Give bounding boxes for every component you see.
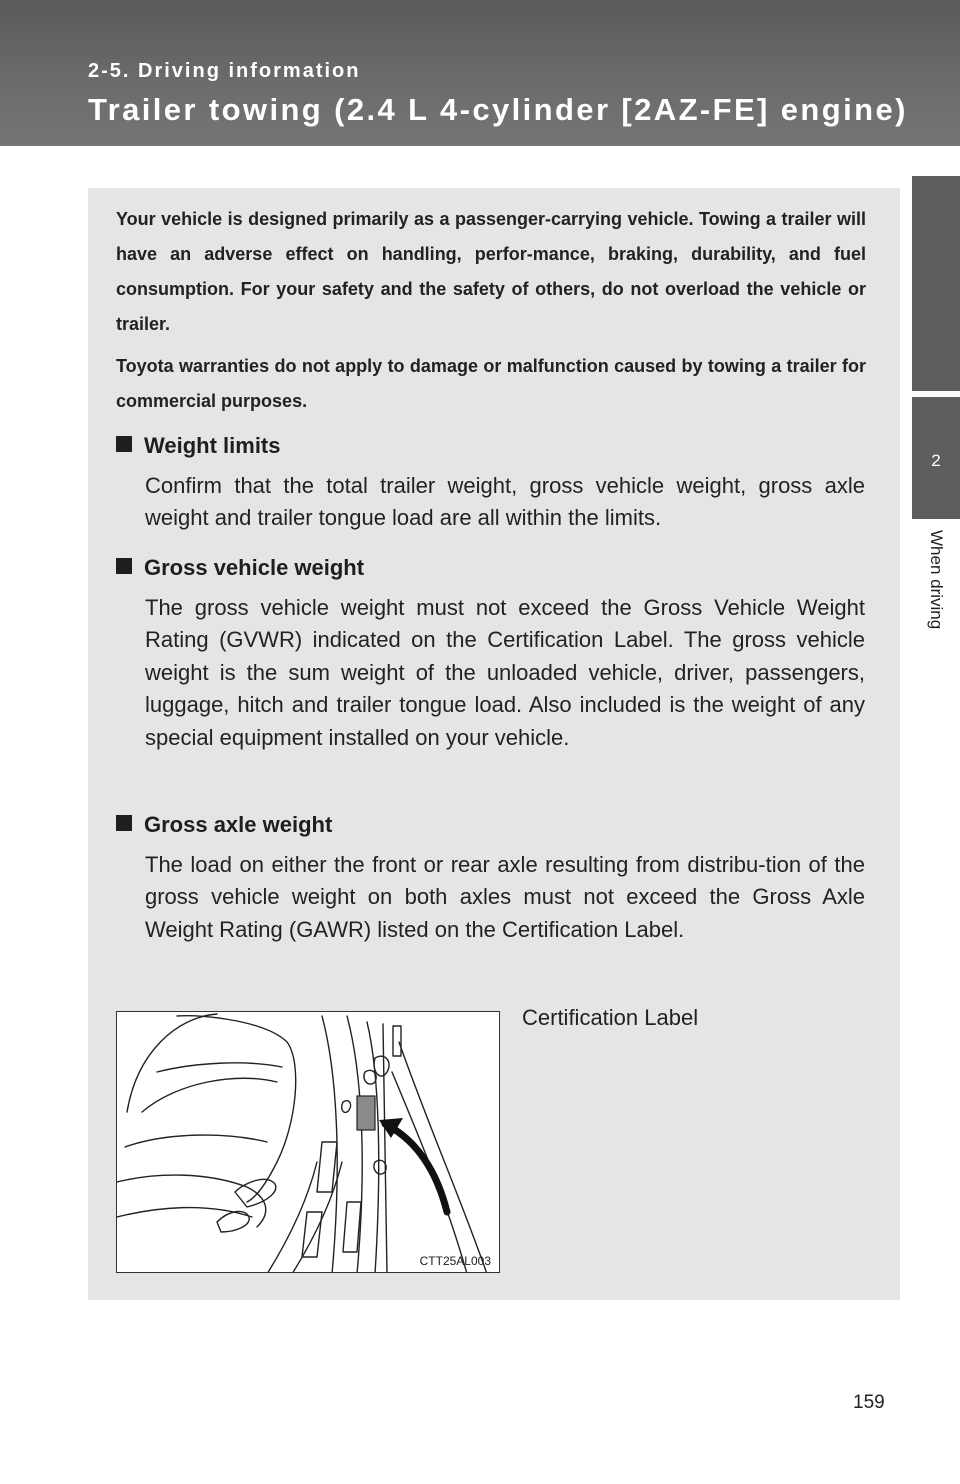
chapter-tab xyxy=(912,397,960,519)
heading-gross-vehicle-weight xyxy=(116,555,364,581)
chapter-label: When driving xyxy=(927,530,946,630)
door-pillar-illustration xyxy=(117,1012,500,1273)
heading-gross-axle-weight xyxy=(116,812,332,838)
heading-text: Gross vehicle weight xyxy=(144,555,365,580)
intro-paragraph-2: Toyota warranties do not apply to damage or malfunction caused by towing a trailer for commercial purposes. xyxy=(116,356,866,411)
chapter-label-box xyxy=(918,530,954,680)
page-number: 159 xyxy=(853,1392,885,1413)
square-bullet-icon xyxy=(116,558,132,574)
header-band xyxy=(0,0,960,146)
heading-text: Weight limits xyxy=(144,433,281,458)
square-bullet-icon xyxy=(116,815,132,831)
certification-label-figure xyxy=(116,1011,500,1273)
heading-text: Gross axle weight xyxy=(144,812,333,837)
arrow-icon xyxy=(385,1124,447,1212)
body-gross-axle-weight: The load on either the front or rear axle resulting from distribu-tion of the gross vehicle weight on both axles must not exceed the Gross Axle Weight Rating (GAWR) listed on the Certification Label. xyxy=(145,852,865,942)
body-weight-limits: Confirm that the total trailer weight, gross vehicle weight, gross axle weight and trailer tongue load are all within the limits. xyxy=(145,473,865,531)
content-box xyxy=(88,188,900,1300)
page-title: Trailer towing (2.4 L 4-cylinder [2AZ-FE] engine) xyxy=(88,92,908,127)
intro-paragraph-1: Your vehicle is designed primarily as a passenger-carrying vehicle. Towing a trailer will have an adverse effect on handling, perfor-mance, braking, durability, and fuel consumption. For your safety and the safety of others, do not overload the vehicle or trailer. xyxy=(116,209,866,334)
heading-weight-limits xyxy=(116,433,281,459)
chapter-number: 2 xyxy=(931,451,941,470)
chapter-tab-spacer xyxy=(912,176,960,391)
figure-code: CTT25AL003 xyxy=(419,1254,491,1268)
square-bullet-icon xyxy=(116,436,132,452)
figure-callout: Certification Label xyxy=(522,1005,699,1030)
certification-label-marker xyxy=(357,1096,375,1130)
body-gross-vehicle-weight: The gross vehicle weight must not exceed the Gross Vehicle Weight Rating (GVWR) indicated on the Certification Label. The gross vehicle weight is the sum weight of the unloaded vehicle, driver, passengers, luggage, hitch and trailer tongue load. Also included is the weight of any special equipment installed on your vehicle. xyxy=(145,595,865,750)
section-label: 2-5. Driving information xyxy=(88,60,361,82)
